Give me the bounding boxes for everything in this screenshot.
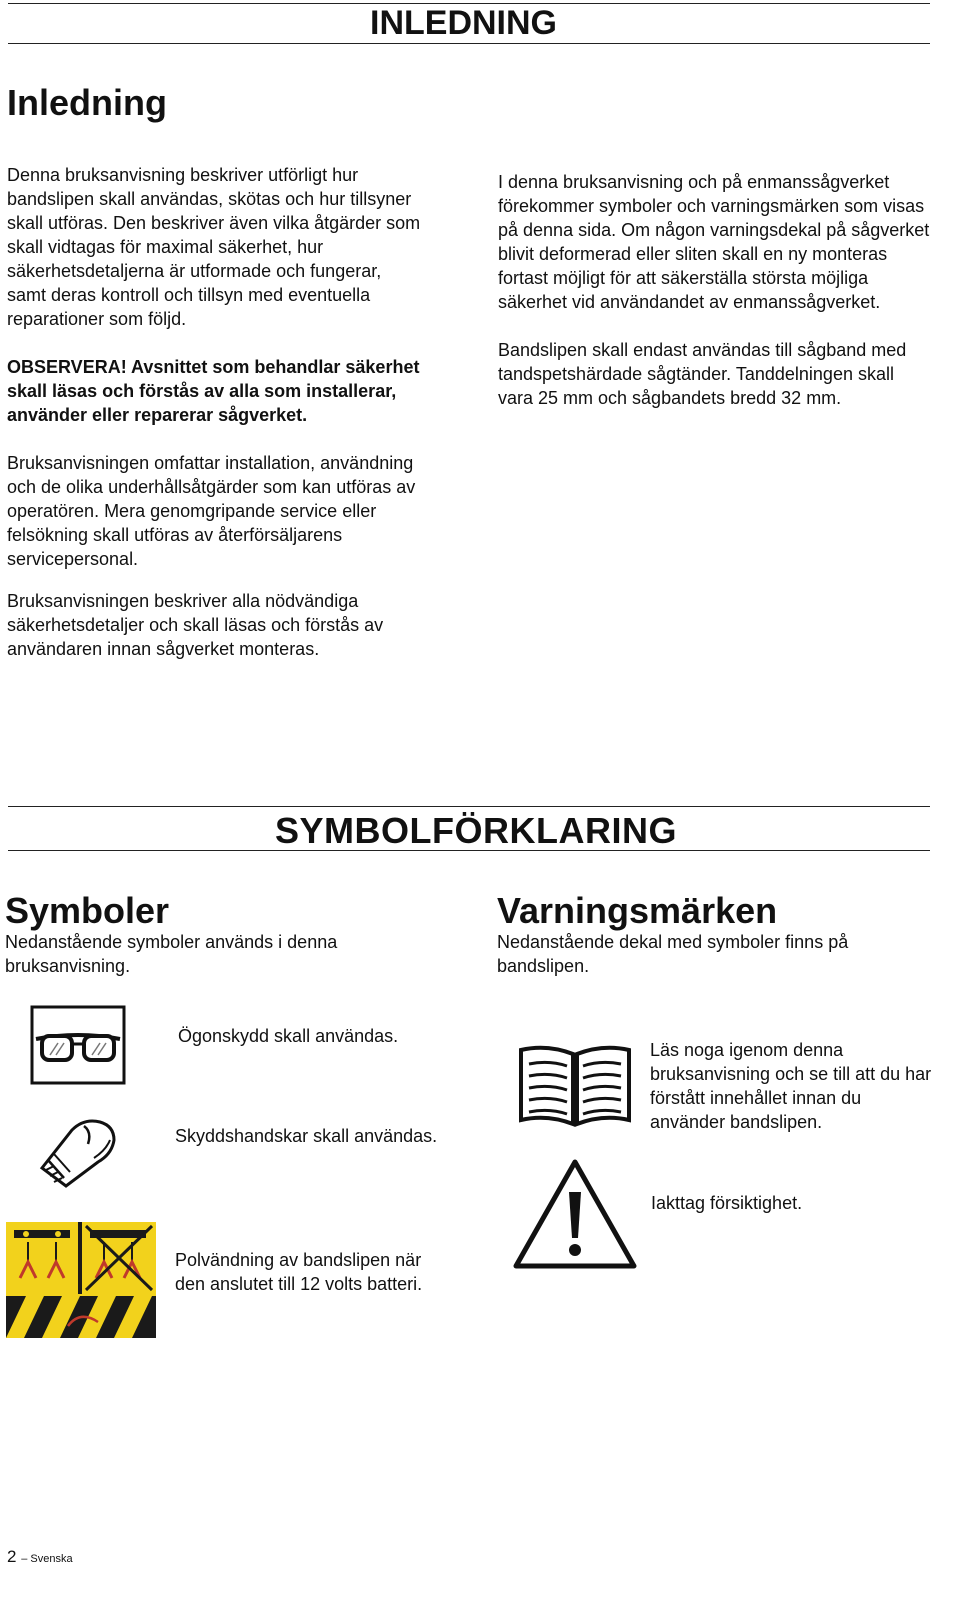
warnings-intro: Nedanstående dekal med symboler finns på bandslipen. bbox=[497, 932, 849, 976]
intro-paragraph-4-block bbox=[7, 589, 437, 661]
warning-text-read-manual: Läs noga igenom denna bruksanvisning och se till att du har förstått innehållet innan du använder bandslipen. bbox=[650, 1040, 932, 1132]
symbols-intro-block bbox=[5, 930, 435, 978]
warning-item-2 bbox=[651, 1191, 931, 1215]
safety-glasses-icon bbox=[30, 1005, 126, 1085]
intro-right-column bbox=[498, 170, 933, 410]
symbols-intro: Nedanstående symboler används i denna bruksanvisning. bbox=[5, 932, 338, 976]
intro-paragraph-1: Denna bruksanvisning beskriver utförligt hur bandslipen skall användas, skötas och hur tillsyner skall utföras. Den beskriver även vilka åtgärder som skall vidtagas för maximal säkerhet, hur säkerhetsdetaljerna är utformade och fungerar, samt deras kontroll och tillsyn med eventuella reparationer som följd. bbox=[7, 165, 421, 329]
footer-language: – Svenska bbox=[21, 1553, 73, 1565]
intro-paragraph-4: Bruksanvisningen beskriver alla nödvändiga säkerhetsdetaljer och skall läsas och förstås av användaren innan sågverket monteras. bbox=[7, 591, 384, 659]
symbol-text-gloves: Skyddshandskar skall användas. bbox=[175, 1126, 438, 1146]
header-rule bbox=[8, 43, 930, 44]
symbol-text-polarity: Polvändning av bandslipen när den anslutet till 12 volts batteri. bbox=[175, 1250, 423, 1294]
warning-text-caution: Iakttag försiktighet. bbox=[651, 1193, 803, 1213]
symbol-item-3 bbox=[175, 1248, 455, 1296]
right-paragraph-2: Bandslipen skall endast användas till sågband med tandspetshärdade sågtänder. Tanddelningen skall vara 25 mm och sågbandets bredd 32 mm. bbox=[498, 340, 907, 408]
symbol-bottom-rule bbox=[8, 850, 930, 851]
warnings-heading: Varningsmärken bbox=[497, 890, 778, 931]
warning-triangle-icon bbox=[512, 1158, 638, 1270]
section-title-symbolforklaring: SYMBOLFÖRKLARING bbox=[275, 810, 677, 851]
protective-glove-icon bbox=[34, 1110, 124, 1190]
symbol-text-eye-protection: Ögonskydd skall användas. bbox=[178, 1026, 399, 1046]
open-book-icon bbox=[515, 1040, 635, 1130]
page-number: 2 bbox=[7, 1547, 17, 1566]
symbol-item-2 bbox=[175, 1124, 450, 1148]
intro-left-column bbox=[7, 163, 422, 571]
section-title-inledning: INLEDNING bbox=[370, 4, 557, 42]
warnings-intro-block bbox=[497, 930, 917, 978]
symbols-heading: Symboler bbox=[5, 890, 170, 931]
warning-item-1 bbox=[650, 1038, 935, 1134]
page-title: Inledning bbox=[7, 82, 167, 123]
symbol-item-1 bbox=[178, 1024, 458, 1048]
symbol-top-rule bbox=[8, 806, 930, 807]
intro-paragraph-3: Bruksanvisningen omfattar installation, användning och de olika underhållsåtgärder som kan utföras av operatören. Mera genomgripande service eller felsökning skall utföras av återförsäljarens servicepersonal. bbox=[7, 453, 416, 569]
battery-polarity-warning-icon bbox=[6, 1222, 156, 1338]
page-footer bbox=[7, 1547, 73, 1567]
observera-notice: OBSERVERA! Avsnittet som behandlar säkerhet skall läsas och förstås av alla som installerar, använder eller reparerar sågverket. bbox=[7, 357, 420, 425]
right-paragraph-1: I denna bruksanvisning och på enmanssågverket förekommer symboler och varningsmärken som visas på denna sida. Om någon varningsdekal på sågverket blivit deformerad eller sliten skall en ny monteras fortast möjligt för att säkerställa största möjliga säkerhet vid användandet av enmanssågverket. bbox=[498, 172, 930, 312]
